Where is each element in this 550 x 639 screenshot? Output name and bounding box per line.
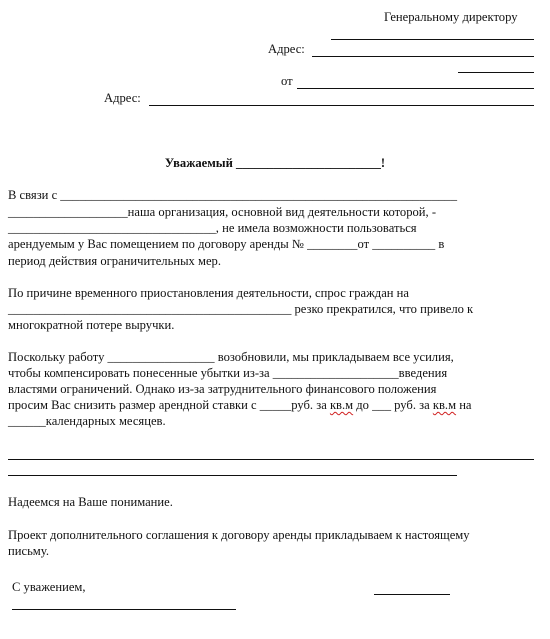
address-label: Адрес: [268,42,305,56]
signature-line [374,594,450,595]
para3-line4-mid: до ___ руб. за [353,398,433,412]
salutation: Уважаемый _______________________! [164,156,386,170]
para3-line1: Поскольку работу _________________ возобновили, мы прикладываем все усилия, [8,350,454,364]
blank-line-2 [8,475,457,476]
sender-address-label: Адрес: [104,91,141,105]
from-line [297,88,534,89]
para1-line1: В связи с _______________________________________________________________ [8,188,458,202]
para1-line2: ___________________наша организация, основной вид деятельности которой, - [8,205,437,219]
attachment-line2: письму. [8,544,49,558]
para3-line5: ______календарных месяцев. [8,414,166,428]
sender-address-line [149,105,534,106]
para2-line2: _____________________________________________ резко прекратился, что привело к [8,302,474,316]
para3-line4-end: на [456,398,472,412]
para3-line2: чтобы компенсировать понесенные убытки из-за ____________________введения [8,366,448,380]
extra-address-line [458,72,534,73]
para1-line5: период действия ограничительных мер. [8,254,221,268]
para3-line4 [8,398,472,413]
from-label: от [281,74,293,88]
para2-line3: многократной потере выручки. [8,318,175,332]
para1-line4: арендуемым у Вас помещением по договору аренды № ________от __________ в [8,237,445,251]
para3-line3: властями ограничений. Однако из-за затруднительного финансового положения [8,382,437,396]
para1-line3: _________________________________, не имела возможности пользоваться [8,221,417,235]
spellcheck-word: кв.м [329,398,354,412]
para2-line1: По причине временного приостановления деятельности, спрос граждан на [8,286,410,300]
addressee-title: Генеральному директору [384,10,518,24]
hope-text: Надеемся на Ваше понимание. [8,495,173,509]
director-name-line [331,39,534,40]
address-line [312,56,534,57]
para3-line4-start: просим Вас снизить размер арендной ставки с _____руб. за [8,398,330,412]
regards-text: С уважением, [12,580,86,594]
blank-line-1 [8,459,534,460]
spellcheck-word: кв.м [432,398,457,412]
name-line [12,609,236,610]
attachment-line1: Проект дополнительного соглашения к договору аренды прикладываем к настоящему [8,528,470,542]
